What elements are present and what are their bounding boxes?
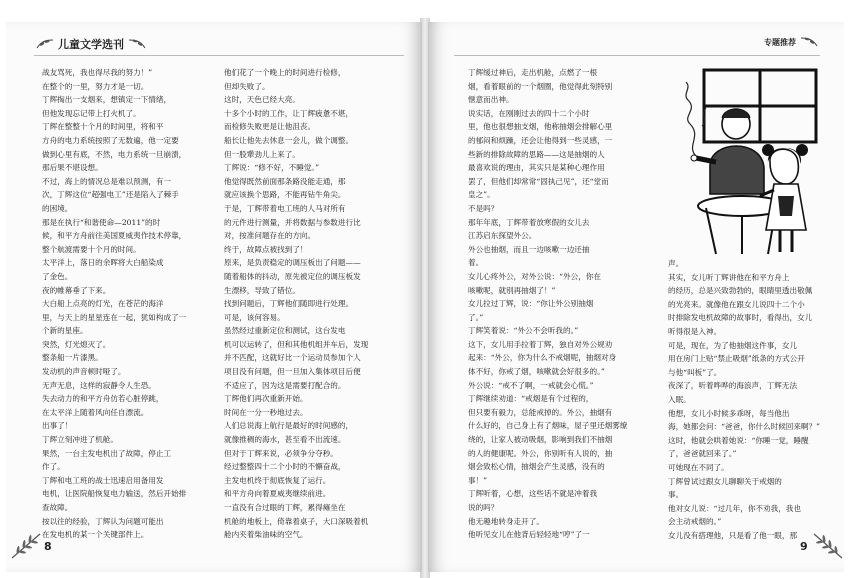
text-line: 项目没有问题，但一旦加入集体项目后便 (224, 367, 361, 377)
text-line: 丁辉缓过神后，走出机舱，点燃了一根 (468, 68, 598, 77)
text-line: 不是吗？ (468, 203, 499, 213)
text-line: 烟，看着眼前的一个烟圈，他觉得此刻特别 (468, 81, 613, 91)
text-line: 舱内夹着柴油味的空气。 (224, 530, 308, 540)
text-line: 的郁闷和烦躁，还会让他得到一些灵感，一 (468, 135, 613, 145)
text-line: 在太平洋上随着风向任自漂流。 (42, 407, 149, 417)
text-line: 作了。 (42, 462, 65, 472)
text-line: 查故障。 (42, 503, 73, 512)
page-number: 9 (800, 540, 808, 553)
text-line: 但一股犟劲儿上来了。 (224, 149, 300, 159)
text-line: 的经历，总是兴致勃勃的，眼睛里透出敬佩 (668, 286, 813, 296)
text-line: 整个航渡需要十个月的时间。 (42, 244, 141, 254)
text-line: 这时，天色已经大亮。 (224, 95, 300, 105)
text-column-2 (668, 257, 828, 542)
header-rule (454, 55, 820, 56)
text-line: 江苏启东探望外公。 (468, 231, 537, 241)
header-rule (34, 55, 404, 56)
text-line: 罢了，但他们却常常“固执己见”，还“堂而 (468, 176, 609, 186)
illustration-man-smoking-and-girl (676, 66, 820, 256)
text-line: 事。 (668, 490, 684, 500)
text-line: 战友骂死，我也得尽我的努力！” (42, 68, 153, 77)
text-line: 体不好，你戒了烟，咳嗽就会好很多的。” (468, 367, 605, 377)
text-line: 与他“叫板”了。 (668, 367, 722, 377)
text-line: 个新的星座。 (42, 326, 88, 336)
text-line: 人们总说海上航行是最好的时间感的， (224, 421, 354, 431)
text-line: 原来，是负责稳定的调压板出了问题—— (224, 258, 361, 268)
text-line: 外公说：“戒不了啊，一戒就会心慌。” (468, 380, 594, 390)
text-line: 电机，让医院船恢复电力输送，然后开始排 (42, 489, 187, 499)
leaf-ornament-icon (36, 38, 54, 50)
text-line: 那后果不堪设想。 (42, 163, 103, 173)
text-line: 按以往的经验，丁辉认为问题可能出 (42, 516, 164, 526)
text-line: 最喜欢说的理由，其实只是某种心理作用 (468, 163, 605, 173)
text-line: 丁辉他们再次重新开始。 (224, 394, 308, 404)
text-line: 他对女儿说：“过几年，你不劝我，我也 (668, 503, 801, 513)
text-line: 和平方舟向着夏威夷继续前进。 (224, 489, 331, 499)
text-line: 时间在一分一秒地过去。 (224, 407, 308, 417)
right-page (428, 22, 844, 572)
text-line: 夜深了，听着哗哗的海浪声，丁辉无法 (668, 381, 798, 391)
text-line: 次，丁辉这位“超强电工”还是陷入了棘手 (42, 190, 179, 200)
text-line: 可是，现在，为了他抽烟这件事，女儿 (668, 340, 798, 350)
text-line: 了，爸爸就回来了。” (668, 449, 737, 459)
text-line: 船长让他先去休息一会儿，做个调整。 (224, 135, 354, 145)
text-line: 失去动力的和平方舟仿若心脏停跳， (42, 394, 164, 404)
text-line: 咳嗽呢，就别再抽烟了！” (468, 285, 556, 295)
leaf-ornament-icon (800, 36, 818, 48)
text-line: 用在房门上贴“禁止吸烟”纸条的方式公开 (668, 354, 805, 364)
text-line: 可是，该何容易。 (224, 312, 285, 322)
text-line: 女儿心疼外公，对外公说：“外公，你在 (468, 271, 601, 281)
text-line: 惬意而出神。 (468, 95, 514, 105)
text-line: 十多个小时的工作，让丁辉疲惫不堪， (224, 108, 354, 118)
text-line: 突然，灯光熄灭了。 (42, 339, 111, 349)
text-line: 果然，一台主发电机出了故障，停止工 (42, 448, 172, 458)
text-column-2 (224, 66, 406, 542)
text-line: 他想，女儿小时候多乖呀，每当他出 (668, 408, 790, 418)
text-line: 夜的帷幕垂了下来。 (42, 285, 111, 295)
text-line: 可她现在不同了。 (668, 462, 729, 472)
text-line: 找到问题后，丁辉他们随即进行处理。 (224, 299, 354, 309)
text-line: 虽然经过重新定位和测试，这台发电 (224, 326, 346, 336)
text-line: 听得很是入神。 (668, 326, 722, 336)
text-line: 时排除发电机故障的故事时，看得出，女儿 (668, 313, 813, 323)
text-line: 机可以运转了，但和其他机组并车后，发现 (224, 339, 369, 349)
text-column-1 (468, 66, 662, 542)
text-line: 了金色。 (42, 271, 73, 281)
text-line: 海，她都会问：“爸爸，你什么时候回来啊？” (668, 422, 821, 432)
text-line: 丁辉曾试过跟女儿聊聊关于戒烟的 (668, 476, 782, 486)
text-line: 不适应了，因为这是需要打配合的。 (224, 380, 346, 390)
fern-decoration-icon (10, 530, 44, 566)
text-line: 终于，故障点被找到了！ (224, 244, 308, 254)
left-header (36, 36, 146, 52)
text-line: 就应该换个思路，不能再钻牛角尖。 (224, 190, 346, 200)
text-line: 这时，他就会哄着她说：“你睡一觉，睡醒 (668, 435, 809, 445)
text-line: 其实，女儿听丁辉讲他在和平方舟上 (668, 272, 790, 282)
text-line: 绕的，让家人被动吸烟，影响到我们不抽烟 (468, 435, 613, 445)
left-page (6, 22, 422, 572)
magazine-title: 儿童文学选刊 (58, 38, 124, 51)
text-line: 声。 (668, 259, 684, 268)
text-line: 主发电机终于彻底恢复了运行。 (224, 475, 331, 485)
text-line: 而检修失败更是让他沮丧。 (224, 122, 316, 132)
text-line: 太平洋上，落日的余晖将大白船染成 (42, 258, 164, 268)
text-line: 在整个的一里，努力才是一切。 (42, 81, 149, 91)
text-line: 候，和平方舟前往美国夏威夷作技术停靠， (42, 231, 187, 241)
text-line: 的人的健康呢。外公，你别听有人说的，抽 (468, 448, 613, 458)
text-line: 丁辉笑着说：“外公不会听我的。” (468, 326, 579, 336)
text-line: 那是在执行“和谐使命—2011”的时 (42, 217, 161, 227)
page-number: 8 (44, 540, 52, 553)
text-line: 但对于丁辉来说，必须争分夺秒。 (224, 448, 338, 458)
text-line: 里，与天上的星星连在一起，犹如构成了一 (42, 312, 187, 322)
text-line: 整条船一片漆黑。 (42, 353, 103, 363)
text-line: 丁辉和电工班的战士迅速启用备用发 (42, 475, 164, 485)
section-title: 专题推荐 (764, 37, 796, 47)
text-line: 丁辉听着，心想，这些话不就是冲着我 (468, 489, 598, 499)
text-line: 女儿拉过丁辉，说：“你让外公别抽烟 (468, 299, 594, 309)
text-line: 说的吗？ (468, 503, 499, 512)
text-line: 大白船上点亮的灯光，在苍茫的海洋 (42, 299, 164, 309)
text-line: 他听见女儿在他背后轻轻地“哼”了一 (468, 530, 590, 540)
text-line: 说实话，在刚刚过去的四十二个小时 (468, 108, 590, 118)
text-line: 方舟的电力系统按照了无数遍，他一定要 (42, 135, 179, 145)
text-line: 丁辉在整整十个月的时间里，将和平 (42, 122, 164, 132)
text-line: 会主动戒烟的。” (668, 517, 722, 527)
text-line: 事！” (468, 475, 488, 485)
text-line: 就像推稠的海水，甚至看不出流速。 (224, 435, 346, 445)
text-line: 出事了！ (42, 421, 73, 431)
text-line: 入眠。 (668, 394, 691, 404)
leaf-ornament-icon (128, 38, 146, 50)
text-line: 但他发现忘记带上打火机了。 (42, 108, 141, 118)
text-line: 着。 (468, 258, 484, 268)
text-line: 他们花了一个晚上的时间进行检修， (224, 68, 346, 77)
text-line: 发动机的声音顿时哑了。 (42, 367, 126, 377)
text-line: 对，按准问题存在的方向。 (224, 231, 316, 241)
text-line: 生漂移，导致了错位。 (224, 285, 300, 295)
text-line: 随着船体的抖动，原先被定位的调压板发 (224, 271, 361, 281)
text-line: 起来：“外公，你为什么不戒烟呢，抽烟对身 (468, 353, 617, 363)
text-line: 在发电机的某一个关键部件上。 (42, 530, 149, 540)
text-line: 些新的排除故障的思路——这是抽烟的人 (468, 149, 605, 159)
text-line: 丁辉掏出一支烟来，想镇定一下情绪， (42, 95, 172, 105)
text-line: 于是，丁辉带着电工班的人马对所有 (224, 203, 346, 213)
text-line: 的困境。 (42, 203, 73, 213)
text-line: 女儿没有搭理他，只是看了他一眼，那 (668, 530, 798, 540)
text-line: 经过整整四十二个小时的不懈奋战， (224, 462, 346, 472)
text-line: 皇之”。 (468, 190, 495, 200)
text-line: 什么好的，自己身上有了烟味，屋子里还烟雾缭 (468, 421, 628, 431)
right-header (764, 36, 818, 48)
fern-decoration-icon (810, 530, 844, 566)
text-line: 无声无息，这样的寂静令人生恐。 (42, 380, 156, 390)
text-line: 烟会致松心情，抽烟会产生灵感，没有的 (468, 462, 605, 472)
text-line: 一直没有合过眼的丁辉，累得瘫坐在 (224, 503, 346, 512)
text-column-1 (42, 66, 218, 542)
text-line: 但却失败了。 (224, 81, 270, 91)
text-line: 但只要有毅力，总能戒掉的。外公，抽烟有 (468, 407, 613, 417)
text-line: 丁辉继续劝道：“戒烟是有个过程的， (468, 394, 594, 404)
text-line: 的元件进行测量，并将数据与参数进行比 (224, 217, 361, 227)
text-line: 这下，女儿用手拉着丁辉，独自对外公规劝 (468, 339, 613, 349)
text-line: 那年年底，丁辉带着放寒假的女儿去 (468, 217, 590, 227)
text-line: 并不匹配，这就好比一个运动员参加个人 (224, 353, 361, 363)
text-line: 机舱的地板上，倚靠着桌子，大口深吸着机 (224, 516, 369, 526)
text-line: 的光亮来。就像他在跟女儿说四十二个小 (668, 299, 805, 309)
text-line: 做到心里有底，不然，电力系统一旦崩溃， (42, 149, 187, 159)
text-line: 不过，海上的情况总是难以预测，有一 (42, 176, 172, 186)
text-line: 外公也抽烟，而且一边咳嗽一边还抽 (468, 244, 590, 254)
text-line: 丁辉说：“修不好，不睡觉。” (224, 163, 320, 173)
text-line: 里，他也很想抽支烟，他称抽烟会排解心里 (468, 122, 613, 132)
text-line: 他无趣地转身走开了。 (468, 516, 544, 526)
text-line: 了。” (468, 312, 484, 322)
text-line: 他觉得既然前面那条路没能走通，那 (224, 176, 346, 186)
text-line: 丁辉立刻冲进了机舱。 (42, 435, 118, 445)
